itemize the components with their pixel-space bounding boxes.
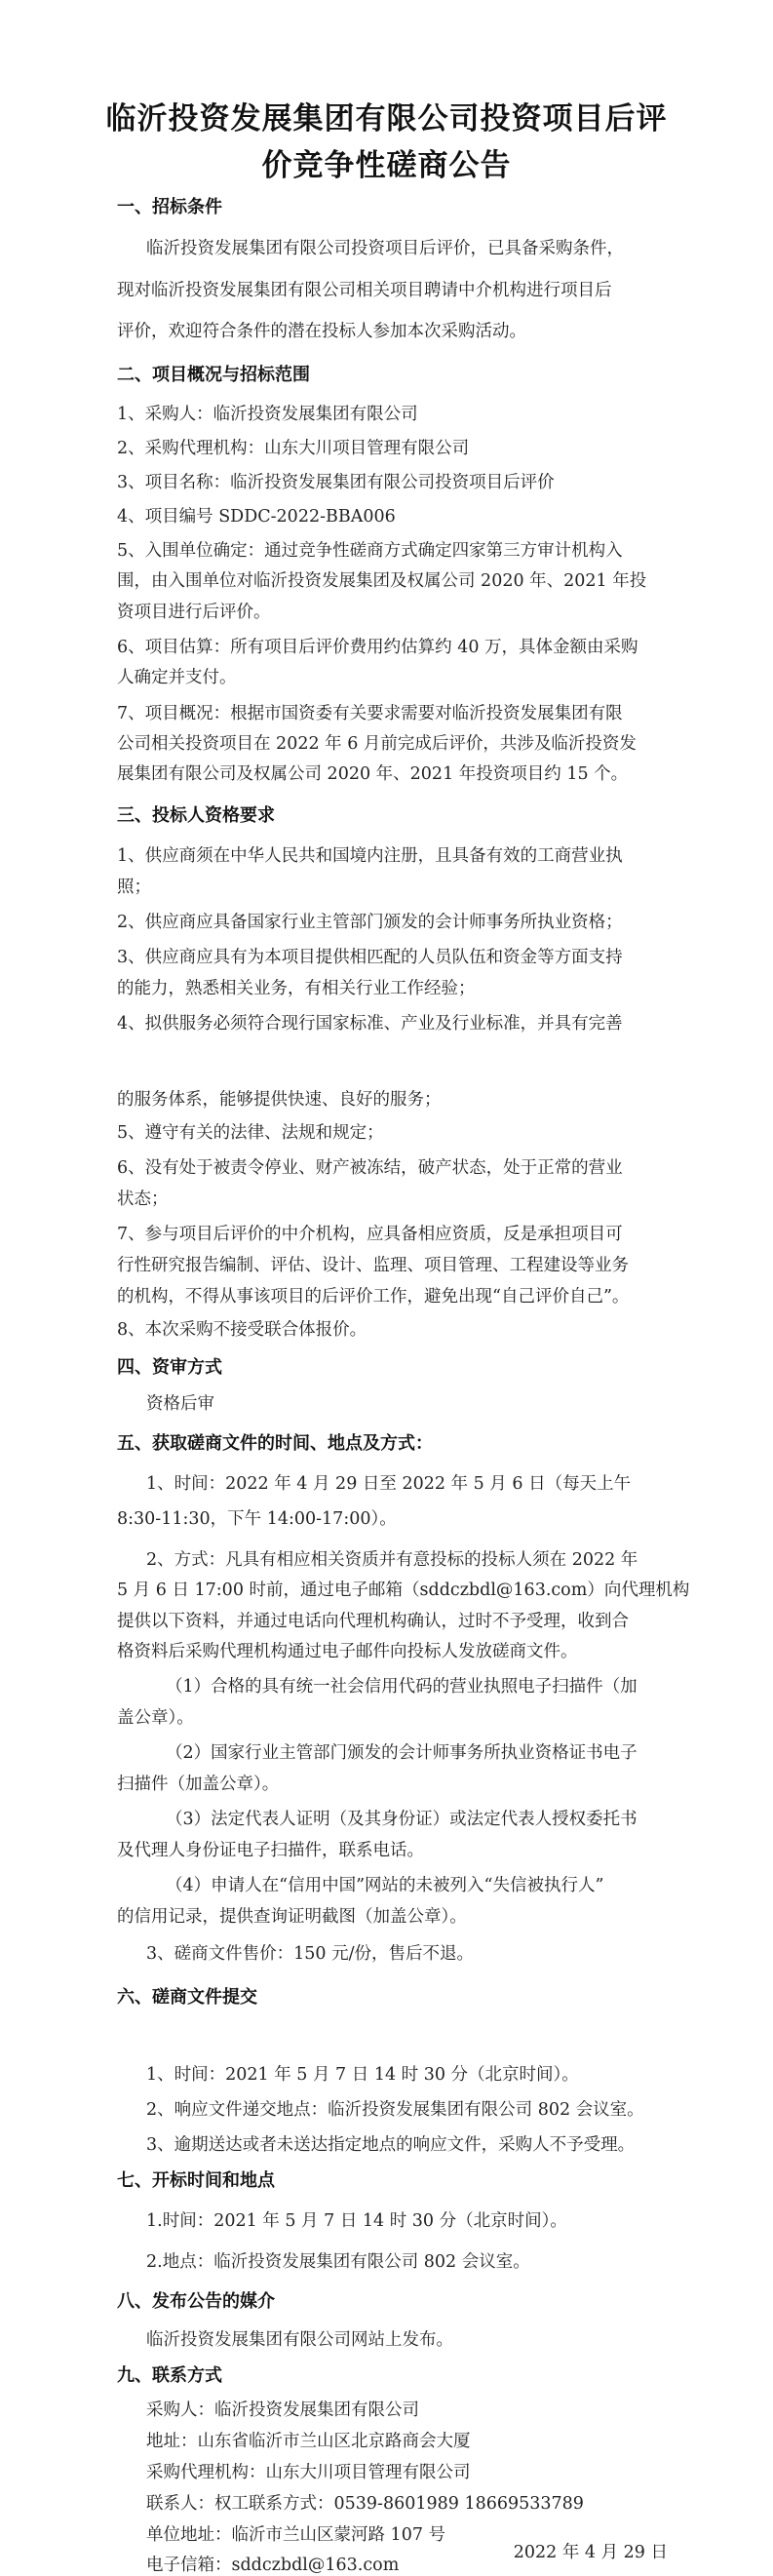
paragraph-line: 1、时间：2022 年 4 月 29 日至 2022 年 5 月 6 日（每天上午 bbox=[146, 1474, 632, 1494]
section-2-heading: 二、项目概况与招标范围 bbox=[117, 365, 310, 385]
paragraph-line: 3、项目名称：临沂投资发展集团有限公司投资项目后评价 bbox=[117, 473, 555, 492]
paragraph-line: （3）法定代表人证明（及其身份证）或法定代表人授权委托书 bbox=[166, 1810, 638, 1829]
contact-address: 地址：山东省临沂市兰山区北京路商会大厦 bbox=[146, 2432, 471, 2451]
publish-date: 2022 年 4 月 29 日 bbox=[513, 2543, 668, 2562]
paragraph-line: 现对临沂投资发展集团有限公司相关项目聘请中介机构进行项目后 bbox=[117, 281, 612, 300]
paragraph-line: 2、响应文件递交地点：临沂投资发展集团有限公司 802 会议室。 bbox=[146, 2100, 644, 2120]
paragraph-line: 4、项目编号 SDDC-2022-BBA006 bbox=[117, 507, 396, 527]
section-5-heading: 五、获取磋商文件的时间、地点及方式： bbox=[117, 1433, 433, 1454]
paragraph-line: 及代理人身份证电子扫描件，联系电话。 bbox=[117, 1841, 424, 1860]
contact-agency: 采购代理机构：山东大川项目管理有限公司 bbox=[146, 2463, 471, 2482]
paragraph-line: 围，由入围单位对临沂投资发展集团及权属公司 2020 年、2021 年投 bbox=[117, 571, 647, 591]
paragraph-line: 临沂投资发展集团有限公司网站上发布。 bbox=[146, 2330, 453, 2350]
paragraph-line: 3、磋商文件售价：150 元/份，售后不退。 bbox=[146, 1944, 474, 1964]
section-7-heading: 七、开标时间和地点 bbox=[117, 2170, 275, 2191]
paragraph-line: 6、项目估算：所有项目后评价费用约估算约 40 万，具体金额由采购 bbox=[117, 638, 638, 657]
paragraph-line: 评价，欢迎符合条件的潜在投标人参加本次采购活动。 bbox=[117, 322, 526, 341]
paragraph-line: 的能力，熟悉相关业务，有相关行业工作经验； bbox=[117, 979, 476, 998]
paragraph-line: 公司相关投资项目在 2022 年 6 月前完成后评价，共涉及临沂投资发 bbox=[117, 734, 637, 754]
paragraph-line: 照； bbox=[117, 878, 151, 897]
paragraph-line: 展集团有限公司及权属公司 2020 年、2021 年投资项目约 15 个。 bbox=[117, 764, 629, 784]
paragraph-line: 资项目进行后评价。 bbox=[117, 603, 271, 622]
paragraph-line: 5 月 6 日 17:00 时前，通过电子邮箱（sddczbdl@163.com）向代理机构 bbox=[117, 1581, 690, 1600]
paragraph-line: 8、本次采购不接受联合体报价。 bbox=[117, 1320, 367, 1340]
contact-person-phone: 联系人：权工联系方式：0539-8601989 18669533789 bbox=[146, 2494, 584, 2514]
paragraph-line: （1）合格的具有统一社会信用代码的营业执照电子扫描件（加 bbox=[166, 1677, 638, 1697]
paragraph-line: 1、采购人：临沂投资发展集团有限公司 bbox=[117, 405, 418, 424]
paragraph-line: 2、方式：凡具有相应相关资质并有意投标的投标人须在 2022 年 bbox=[146, 1550, 638, 1570]
paragraph-line: 7、项目概况：根据市国资委有关要求需要对临沂投资发展集团有限 bbox=[117, 704, 623, 723]
section-4-heading: 四、资审方式 bbox=[117, 1357, 222, 1378]
paragraph-line: 2、采购代理机构：山东大川项目管理有限公司 bbox=[117, 439, 470, 458]
paragraph-line: （4）申请人在“信用中国”网站的未被列入“失信被执行人” bbox=[166, 1876, 604, 1895]
section-1-heading: 一、招标条件 bbox=[117, 197, 222, 217]
paragraph-line: 2、供应商应具备国家行业主管部门颁发的会计师事务所执业资格； bbox=[117, 913, 623, 932]
section-8-heading: 八、发布公告的媒介 bbox=[117, 2291, 275, 2312]
paragraph-line: 临沂投资发展集团有限公司投资项目后评价，已具备采购条件， bbox=[146, 239, 624, 258]
section-3-heading: 三、投标人资格要求 bbox=[117, 805, 275, 826]
paragraph-line: （2）国家行业主管部门颁发的会计师事务所执业资格证书电子 bbox=[166, 1743, 638, 1763]
paragraph-line: 3、供应商应具有为本项目提供相匹配的人员队伍和资金等方面支持 bbox=[117, 948, 623, 967]
paragraph-line: 盖公章）。 bbox=[117, 1708, 194, 1728]
paragraph-line: 4、拟供服务必须符合现行国家标准、产业及行业标准，并具有完善 bbox=[117, 1014, 623, 1034]
paragraph-line: 状态； bbox=[117, 1190, 169, 1209]
paragraph-line: 6、没有处于被责令停业、财产被冻结，破产状态，处于正常的营业 bbox=[117, 1158, 623, 1178]
paragraph-line: 5、入围单位确定：通过竞争性磋商方式确定四家第三方审计机构入 bbox=[117, 541, 623, 561]
paragraph-line: 提供以下资料，并通过电话向代理机构确认，过时不予受理，收到合 bbox=[117, 1612, 629, 1631]
paragraph-line: 8:30-11:30，下午 14:00-17:00）。 bbox=[117, 1509, 397, 1529]
paragraph-line: 行性研究报告编制、评估、设计、监理、项目管理、工程建设等业务 bbox=[117, 1256, 629, 1275]
section-9-heading: 九、联系方式 bbox=[117, 2365, 222, 2386]
paragraph-line: 1、时间：2021 年 5 月 7 日 14 时 30 分（北京时间）。 bbox=[146, 2065, 579, 2085]
paragraph-line: 5、遵守有关的法律、法规和规定； bbox=[117, 1123, 384, 1143]
paragraph-line: 3、逾期送达或者未送达指定地点的响应文件，采购人不予受理。 bbox=[146, 2135, 636, 2155]
paragraph-line: 的机构，不得从事该项目的后评价工作，避免出现“自己评价自己”。 bbox=[117, 1287, 630, 1307]
contact-purchaser: 采购人：临沂投资发展集团有限公司 bbox=[146, 2400, 419, 2420]
contact-unit-address: 单位地址：临沂市兰山区蒙河路 107 号 bbox=[146, 2525, 446, 2545]
paragraph-line: 的服务体系，能够提供快速、良好的服务； bbox=[117, 1090, 442, 1110]
section-6-heading: 六、磋商文件提交 bbox=[117, 1987, 257, 2008]
contact-email: 电子信箱：sddczbdl@163.com bbox=[146, 2556, 400, 2575]
paragraph-line: 扫描件（加盖公章）。 bbox=[117, 1775, 280, 1794]
paragraph-line: 7、参与项目后评价的中介机构，应具备相应资质，反是承担项目可 bbox=[117, 1225, 623, 1244]
paragraph-line: 1、供应商须在中华人民共和国境内注册，且具备有效的工商营业执 bbox=[117, 846, 623, 866]
paragraph-line: 1.时间：2021 年 5 月 7 日 14 时 30 分（北京时间）。 bbox=[146, 2211, 567, 2231]
title-line-1: 临沂投资发展集团有限公司投资项目后评 bbox=[105, 101, 668, 137]
paragraph-line: 格资料后采购代理机构通过电子邮件向投标人发放磋商文件。 bbox=[117, 1642, 578, 1661]
paragraph-line: 人确定并支付。 bbox=[117, 668, 237, 687]
paragraph-line: 2.地点：临沂投资发展集团有限公司 802 会议室。 bbox=[146, 2252, 530, 2272]
paragraph-line: 资格后审 bbox=[146, 1394, 214, 1414]
paragraph-line: 的信用记录，提供查询证明截图（加盖公章）。 bbox=[117, 1907, 467, 1927]
title-line-2: 价竞争性磋商公告 bbox=[261, 148, 512, 183]
